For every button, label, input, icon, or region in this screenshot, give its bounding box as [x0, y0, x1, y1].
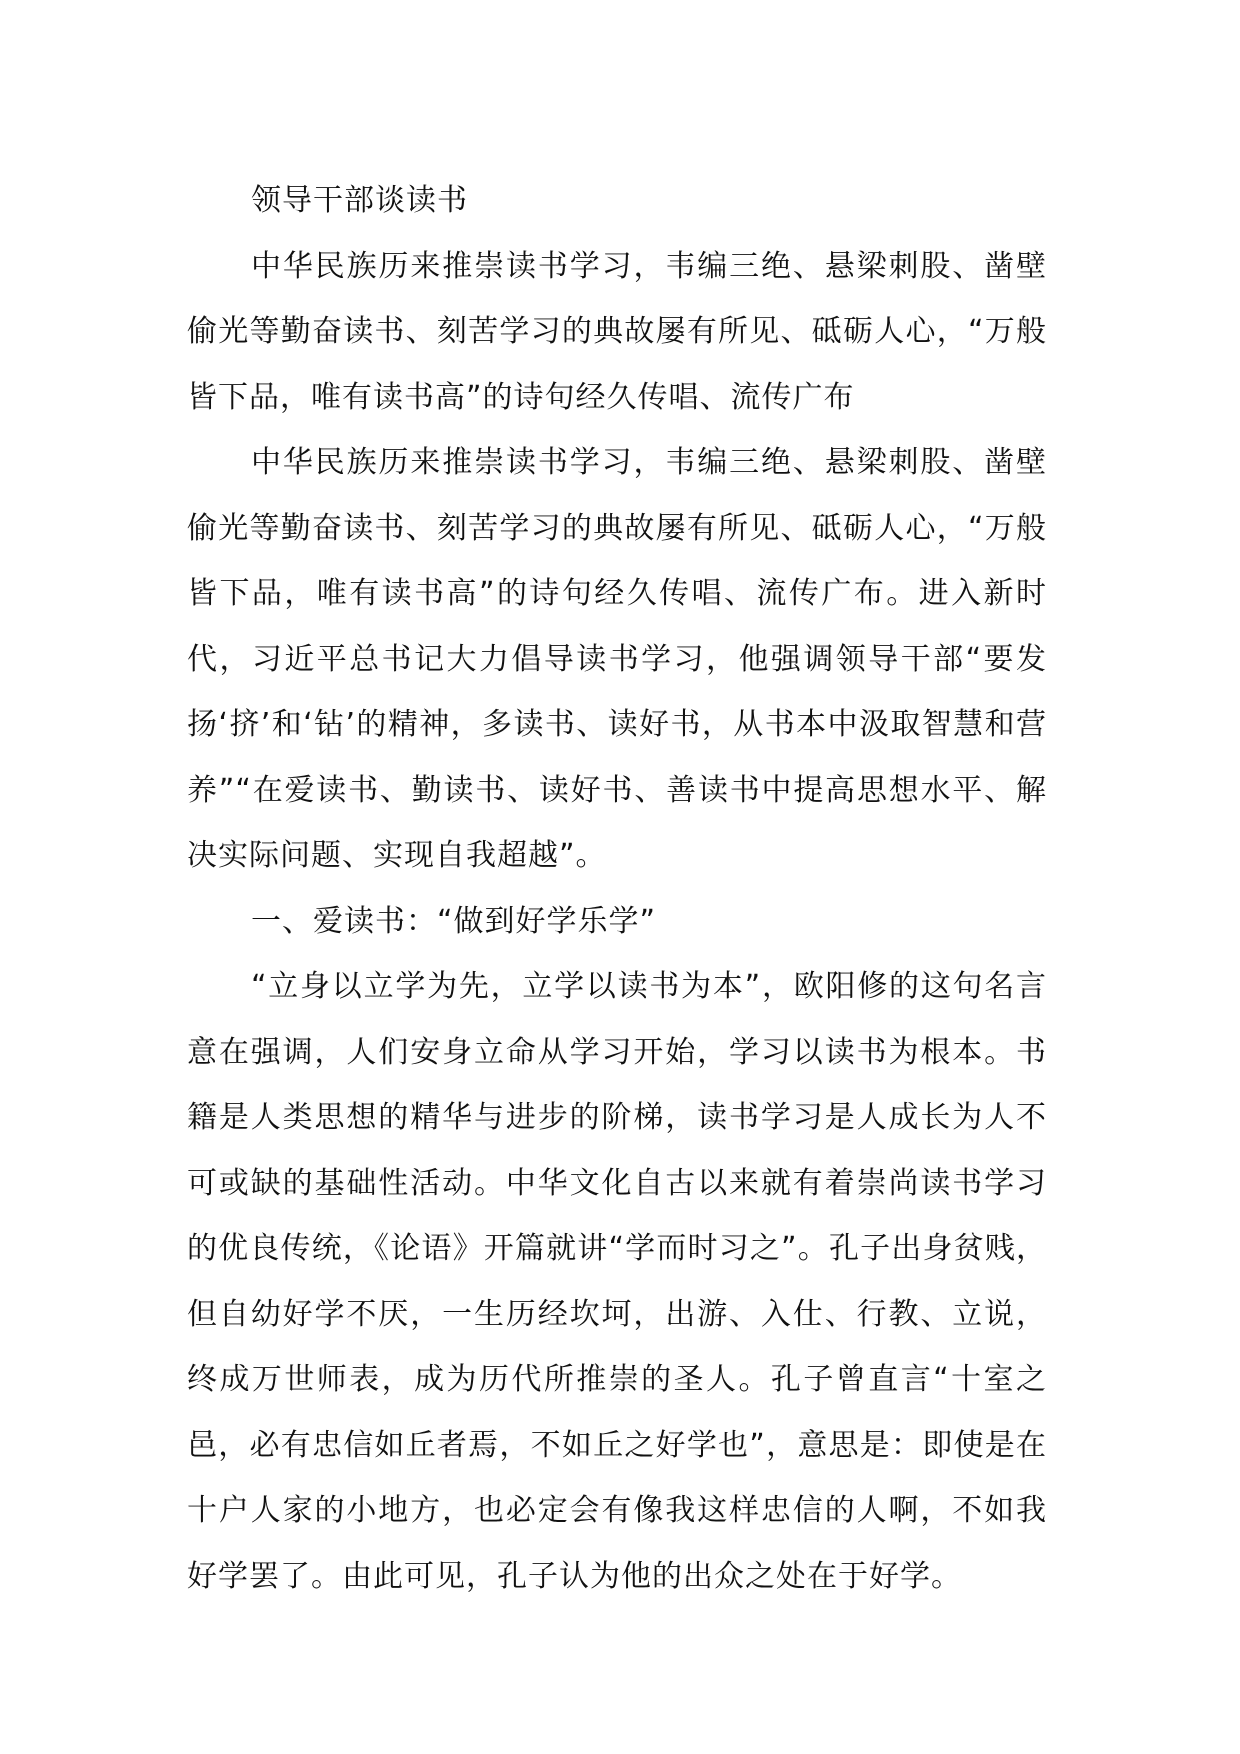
paragraph-intro-short: 中华民族历来推崇读书学习，韦编三绝、悬梁刺股、凿壁偷光等勤奋读书、刻苦学习的典故屡有所见、砥砺人心，“万般皆下品，唯有读书高”的诗句经久传唱、流传广布	[187, 248, 1047, 415]
paragraph-body: “立身以立学为先，立学以读书为本”，欧阳修的这句名言意在强调，人们安身立命从学习开始，学习以读书为根本。书籍是人类思想的精华与进步的阶梯，读书学习是人成长为人不可或缺的基础性活动。中华文化自古以来就有着崇尚读书学习的优良传统，《论语》开篇就讲“学而时习之”。孔子出身贫贱，但自幼好学不厌，一生历经坎坷，出游、入仕、行教、立说，终成万世师表，成为历代所推崇的圣人。孔子曾直言“十室之邑，必有忠信如丘者焉，不如丘之好学也”，意思是：即使是在十户人家的小地方，也必定会有像我这样忠信的人啊，不如我好学罢了。由此可见，孔子认为他的出众之处在于好学。	[187, 969, 1047, 1594]
document-body	[187, 168, 1047, 1609]
section-heading: 一、爱读书：“做到好学乐学”	[251, 903, 657, 939]
document-title: 领导干部谈读书	[251, 183, 468, 218]
paragraph-intro-full: 中华民族历来推崇读书学习，韦编三绝、悬梁刺股、凿壁偷光等勤奋读书、刻苦学习的典故屡有所见、砥砺人心，“万般皆下品，唯有读书高”的诗句经久传唱、流传广布。进入新时代，习近平总书记大力倡导读书学习，他强调领导干部“要发扬‘挤’和‘钻’的精神，多读书、读好书，从书本中汲取智慧和营养”“在爱读书、勤读书、读好书、善读书中提高思想水平、解决实际问题、实现自我超越”。	[187, 445, 1047, 873]
